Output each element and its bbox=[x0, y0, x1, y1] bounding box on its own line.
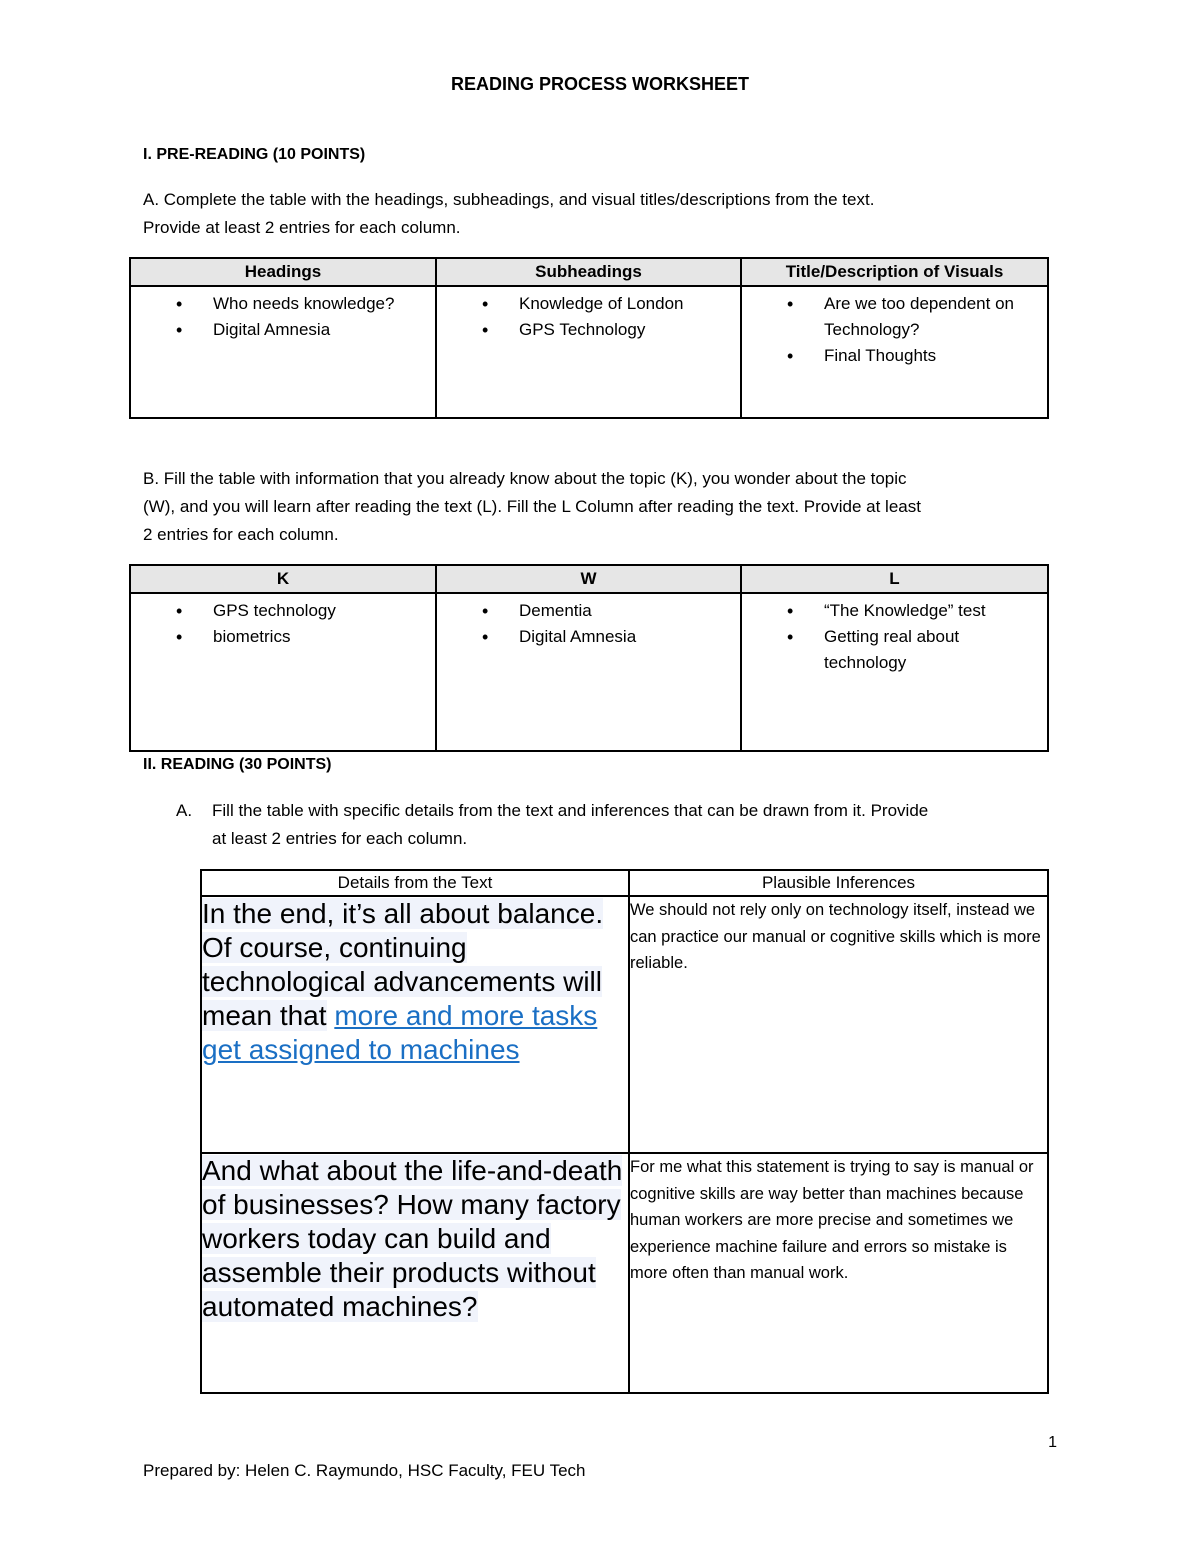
instruction-line: B. Fill the table with information that you already know about the topic (K), you wonder about the topic bbox=[143, 469, 907, 488]
list-item: • Digital Amnesia bbox=[519, 624, 740, 650]
column-header: L bbox=[741, 565, 1048, 593]
page-number: 1 bbox=[1048, 1434, 1057, 1451]
list-item: • Digital Amnesia bbox=[213, 317, 435, 343]
instruction-line: (W), and you will learn after reading the text (L). Fill the L Column after reading the text. Provide at least bbox=[143, 497, 921, 516]
instruction-line: at least 2 entries for each column. bbox=[212, 829, 468, 848]
table-cell bbox=[436, 593, 741, 751]
section-2-instructions bbox=[212, 797, 1072, 853]
section-2-part-a-label: A. bbox=[176, 801, 193, 820]
detail-cell bbox=[201, 896, 629, 1153]
list-item: • GPS Technology bbox=[519, 317, 740, 343]
table-cell bbox=[741, 286, 1048, 418]
kwl-table bbox=[129, 564, 1049, 752]
list-item: • Knowledge of London bbox=[519, 291, 740, 317]
detail-text: In the end, it’s all about balance. Of course, continuing technological advancements will mean that bbox=[202, 898, 604, 1031]
instruction-line: Fill the table with specific details from the text and inferences that can be drawn from it. Provide bbox=[212, 801, 929, 820]
column-header: K bbox=[130, 565, 436, 593]
column-header: W bbox=[436, 565, 741, 593]
detail-cell bbox=[201, 1153, 629, 1393]
inference-cell bbox=[629, 896, 1048, 1153]
section-1-heading: I. PRE-READING (10 POINTS) bbox=[143, 146, 366, 163]
detail-text: And what about the life-and-death of businesses? How many factory workers today can build and assemble their products without automated machines? bbox=[202, 1155, 623, 1322]
section-2-heading: II. READING (30 POINTS) bbox=[143, 756, 332, 773]
page-title: READING PROCESS WORKSHEET bbox=[450, 74, 750, 94]
list-item: • Getting real about technology bbox=[824, 624, 1007, 676]
instruction-line: 2 entries for each column. bbox=[143, 525, 339, 544]
inference-cell bbox=[629, 1153, 1048, 1393]
instruction-line: A. Complete the table with the headings, subheadings, and visual titles/descriptions from the text. bbox=[143, 190, 875, 209]
column-header: Subheadings bbox=[436, 258, 741, 286]
table-cell bbox=[436, 286, 741, 418]
column-header: Plausible Inferences bbox=[629, 870, 1048, 896]
column-header: Headings bbox=[130, 258, 436, 286]
part-b-instructions bbox=[143, 465, 1063, 549]
list-item: • Dementia bbox=[519, 598, 740, 624]
detail-link[interactable]: more and more tasks get assigned to machines bbox=[202, 1000, 598, 1065]
list-item: • “The Knowledge” test bbox=[824, 598, 1007, 624]
list-item: • biometrics bbox=[213, 624, 435, 650]
column-header: Title/Description of Visuals bbox=[741, 258, 1048, 286]
list-item: • Who needs knowledge? bbox=[213, 291, 435, 317]
headings-table bbox=[129, 257, 1049, 419]
list-item: • Final Thoughts bbox=[824, 343, 1027, 369]
inference-text: For me what this statement is trying to say is manual or cognitive skills are way better than machines because human workers are more precise and sometimes we experience machine failure and errors so mistake is more often than manual work. bbox=[630, 1158, 1034, 1282]
table-cell bbox=[130, 286, 436, 418]
table-cell bbox=[130, 593, 436, 751]
list-item: • Are we too dependent on Technology? bbox=[824, 291, 1027, 343]
part-a-instructions bbox=[143, 186, 1063, 242]
table-cell bbox=[741, 593, 1048, 751]
details-table bbox=[200, 869, 1049, 1394]
column-header: Details from the Text bbox=[201, 870, 629, 896]
list-item: • GPS technology bbox=[213, 598, 435, 624]
prepared-by: Prepared by: Helen C. Raymundo, HSC Faculty, FEU Tech bbox=[143, 1461, 586, 1480]
instruction-line: Provide at least 2 entries for each column. bbox=[143, 218, 461, 237]
inference-text: We should not rely only on technology itself, instead we can practice our manual or cognitive skills which is more reliable. bbox=[630, 901, 1041, 972]
